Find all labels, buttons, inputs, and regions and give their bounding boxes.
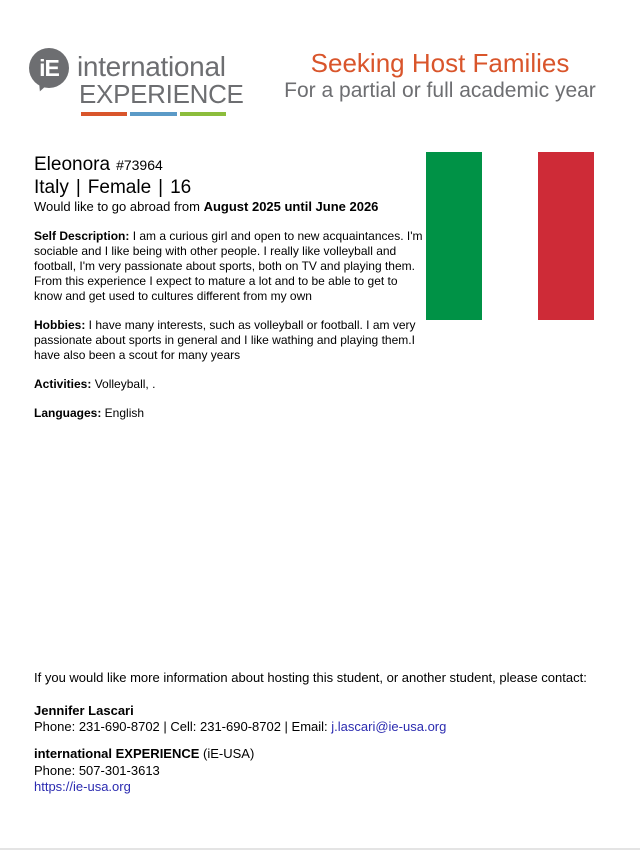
separator: |: [158, 177, 164, 198]
abroad-period-line: [34, 199, 378, 215]
student-profile-row: [34, 177, 191, 199]
logo-text-experience: EXPERIENCE: [79, 79, 244, 109]
self-description-label: Self Description:: [34, 229, 130, 243]
contact-phones-text: Phone: 231-690-8702 | Cell: 231-690-8702 | Email:: [34, 719, 332, 734]
hobbies-text: I have many interests, such as volleyball or football. I am very passionate about sports in general and I like wathing and playing them.I have also been a scout for many years: [34, 318, 416, 362]
hobbies-label: Hobbies:: [34, 318, 86, 332]
activities-label: Activities:: [34, 377, 92, 391]
header-title: Seeking Host Families: [310, 48, 570, 78]
separator: |: [75, 177, 81, 198]
student-name: Eleonora: [34, 154, 111, 175]
student-name-row: [34, 154, 163, 176]
flag-band-white: [482, 152, 538, 320]
languages-text: English: [101, 406, 145, 420]
org-abbr: (iE-USA): [199, 746, 255, 761]
activities: [34, 377, 426, 392]
org-url-link[interactable]: https://ie-usa.org: [34, 779, 131, 794]
student-id: #73964: [116, 157, 163, 173]
contact-intro: If you would like more information about hosting this student, or another student, please contact:: [34, 670, 587, 685]
languages-label: Languages:: [34, 406, 102, 420]
student-country: Italy: [34, 177, 69, 198]
contact-phones: [34, 719, 446, 735]
contact-email-link[interactable]: j.lascari@ie-usa.org: [331, 719, 447, 734]
flag-band-red: [538, 152, 594, 320]
student-gender: Female: [87, 177, 152, 198]
page-bottom-rule: [0, 848, 640, 850]
hobbies: [34, 318, 426, 363]
logo-stripe-green: [180, 112, 226, 116]
logo-text-international: international: [77, 51, 226, 82]
logo-stripe-blue: [130, 112, 177, 116]
activities-text: Volleyball, .: [91, 377, 156, 391]
logo-stripe-orange: [81, 112, 127, 116]
org-name: international EXPERIENCE: [34, 746, 200, 761]
logo-badge: iE: [29, 48, 69, 88]
self-description-text: I am a curious girl and open to new acquaintances. I'm sociable and I like being with other people. I really like volleyball and football, I'm very passionate about sports, both on TV and playing them. From this experience I expect to mature a lot and to be able to get to know and get used to cultures different from my own: [34, 229, 423, 303]
abroad-prefix: Would like to go abroad from: [34, 199, 204, 214]
header-subtitle: For a partial or full academic year: [284, 79, 596, 102]
abroad-period: August 2025 until June 2026: [203, 199, 379, 214]
contact-name: Jennifer Lascari: [34, 703, 134, 718]
org-phone: Phone: 507-301-3613: [34, 763, 160, 778]
languages: [34, 406, 426, 421]
flag-band-green: [426, 152, 482, 320]
org-name-line: [34, 746, 254, 762]
student-age: 16: [170, 177, 192, 198]
self-description: [34, 229, 426, 304]
